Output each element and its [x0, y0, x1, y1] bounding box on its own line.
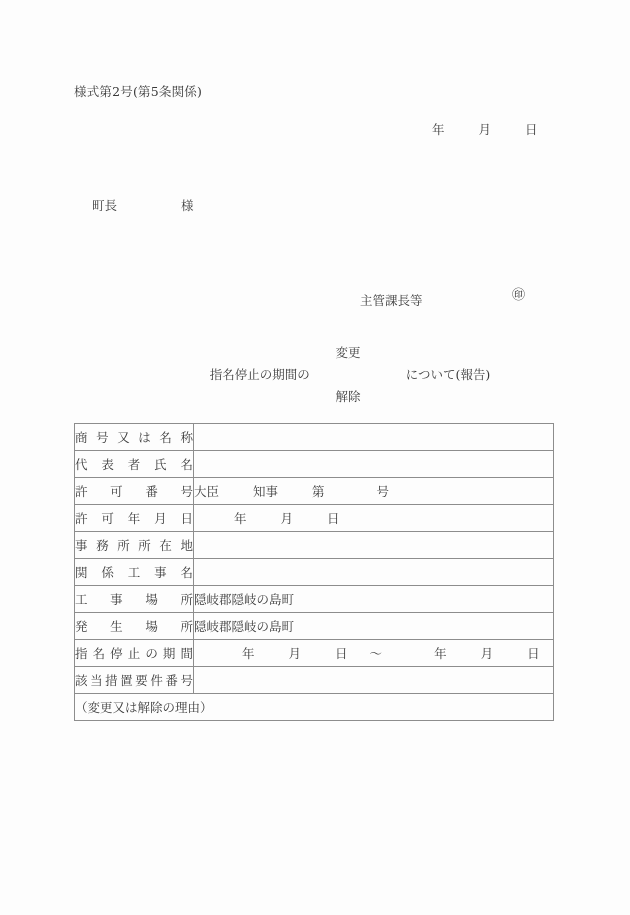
period-to-year: 年 — [434, 646, 447, 661]
form-number: 様式第2号(第5条関係) — [74, 84, 203, 99]
row-value-trade-name[interactable] — [194, 424, 554, 451]
subject-tail-text: について(報告) — [405, 367, 491, 382]
row-label-license-number: 許可番号 — [75, 478, 194, 505]
table-row — [75, 451, 554, 478]
license-minister-label: 大臣 — [194, 484, 220, 499]
period-from-month: 月 — [288, 646, 302, 661]
table-row — [75, 505, 554, 532]
license-date-year: 年 — [234, 511, 247, 526]
table-row — [75, 478, 554, 505]
row-label-related-work-name: 関係工事名 — [75, 559, 194, 586]
row-label-suspension-period: 指名停止の期間 — [75, 640, 194, 667]
subject-option-bottom-row — [200, 385, 500, 407]
table-row — [75, 613, 554, 640]
applicant-info-table — [74, 423, 554, 721]
row-value-suspension-period[interactable] — [194, 640, 554, 667]
addressee-title: 町長 — [92, 198, 118, 213]
seal-stamp-icon: ㊞ — [512, 288, 526, 303]
row-label-license-date: 許可年月日 — [75, 505, 194, 532]
row-value-related-work-name[interactable] — [194, 559, 554, 586]
subject-block — [200, 341, 500, 407]
date-month-label: 月 — [478, 122, 491, 137]
table-row — [75, 424, 554, 451]
row-value-measure-requirement-number[interactable] — [194, 667, 554, 694]
row-label-measure-requirement-number: 該当措置要件番号 — [75, 667, 194, 694]
subject-option-release: 解除 — [335, 389, 361, 404]
row-value-license-number[interactable] — [194, 478, 554, 505]
license-number-suffix: 号 — [376, 484, 390, 499]
subject-option-change: 変更 — [335, 345, 361, 360]
period-range-mark: 〜 — [369, 646, 383, 661]
license-number-prefix: 第 — [312, 484, 325, 499]
table-row-reason — [75, 694, 554, 721]
row-value-office-address[interactable] — [194, 532, 554, 559]
row-value-incident-location[interactable]: 隠岐郡隠岐の島町 — [194, 613, 554, 640]
row-value-representative-name[interactable] — [194, 451, 554, 478]
subject-option-top-row — [200, 341, 500, 363]
table-row — [75, 640, 554, 667]
period-from-day: 日 — [335, 646, 348, 661]
date-day-label: 日 — [524, 122, 538, 137]
row-value-license-date[interactable] — [194, 505, 554, 532]
row-label-incident-location: 発生場所 — [75, 613, 194, 640]
signer-title: 主管課長等 — [360, 293, 423, 308]
reason-area-label: （変更又は解除の理由） — [75, 700, 213, 715]
table-row — [75, 667, 554, 694]
license-date-month: 月 — [280, 511, 294, 526]
period-to-month: 月 — [480, 646, 494, 661]
license-date-day: 日 — [327, 511, 340, 526]
addressee-line — [92, 196, 194, 214]
subject-lead-text: 指名停止の期間の — [209, 367, 310, 382]
period-from-year: 年 — [242, 646, 255, 661]
row-label-trade-name: 商号又は名称 — [75, 424, 194, 451]
date-line — [432, 120, 537, 138]
subject-main-row — [200, 363, 500, 385]
license-governor-label: 知事 — [253, 484, 279, 499]
row-value-work-location[interactable]: 隠岐郡隠岐の島町 — [194, 586, 554, 613]
row-label-office-address: 事務所所在地 — [75, 532, 194, 559]
table-row — [75, 532, 554, 559]
row-label-representative-name: 代表者氏名 — [75, 451, 194, 478]
table-row — [75, 559, 554, 586]
row-label-work-location: 工事場所 — [75, 586, 194, 613]
reason-area[interactable] — [75, 694, 554, 721]
table-row — [75, 586, 554, 613]
addressee-honorific: 様 — [180, 198, 194, 213]
date-year-label: 年 — [432, 122, 445, 137]
period-to-day: 日 — [527, 646, 540, 661]
